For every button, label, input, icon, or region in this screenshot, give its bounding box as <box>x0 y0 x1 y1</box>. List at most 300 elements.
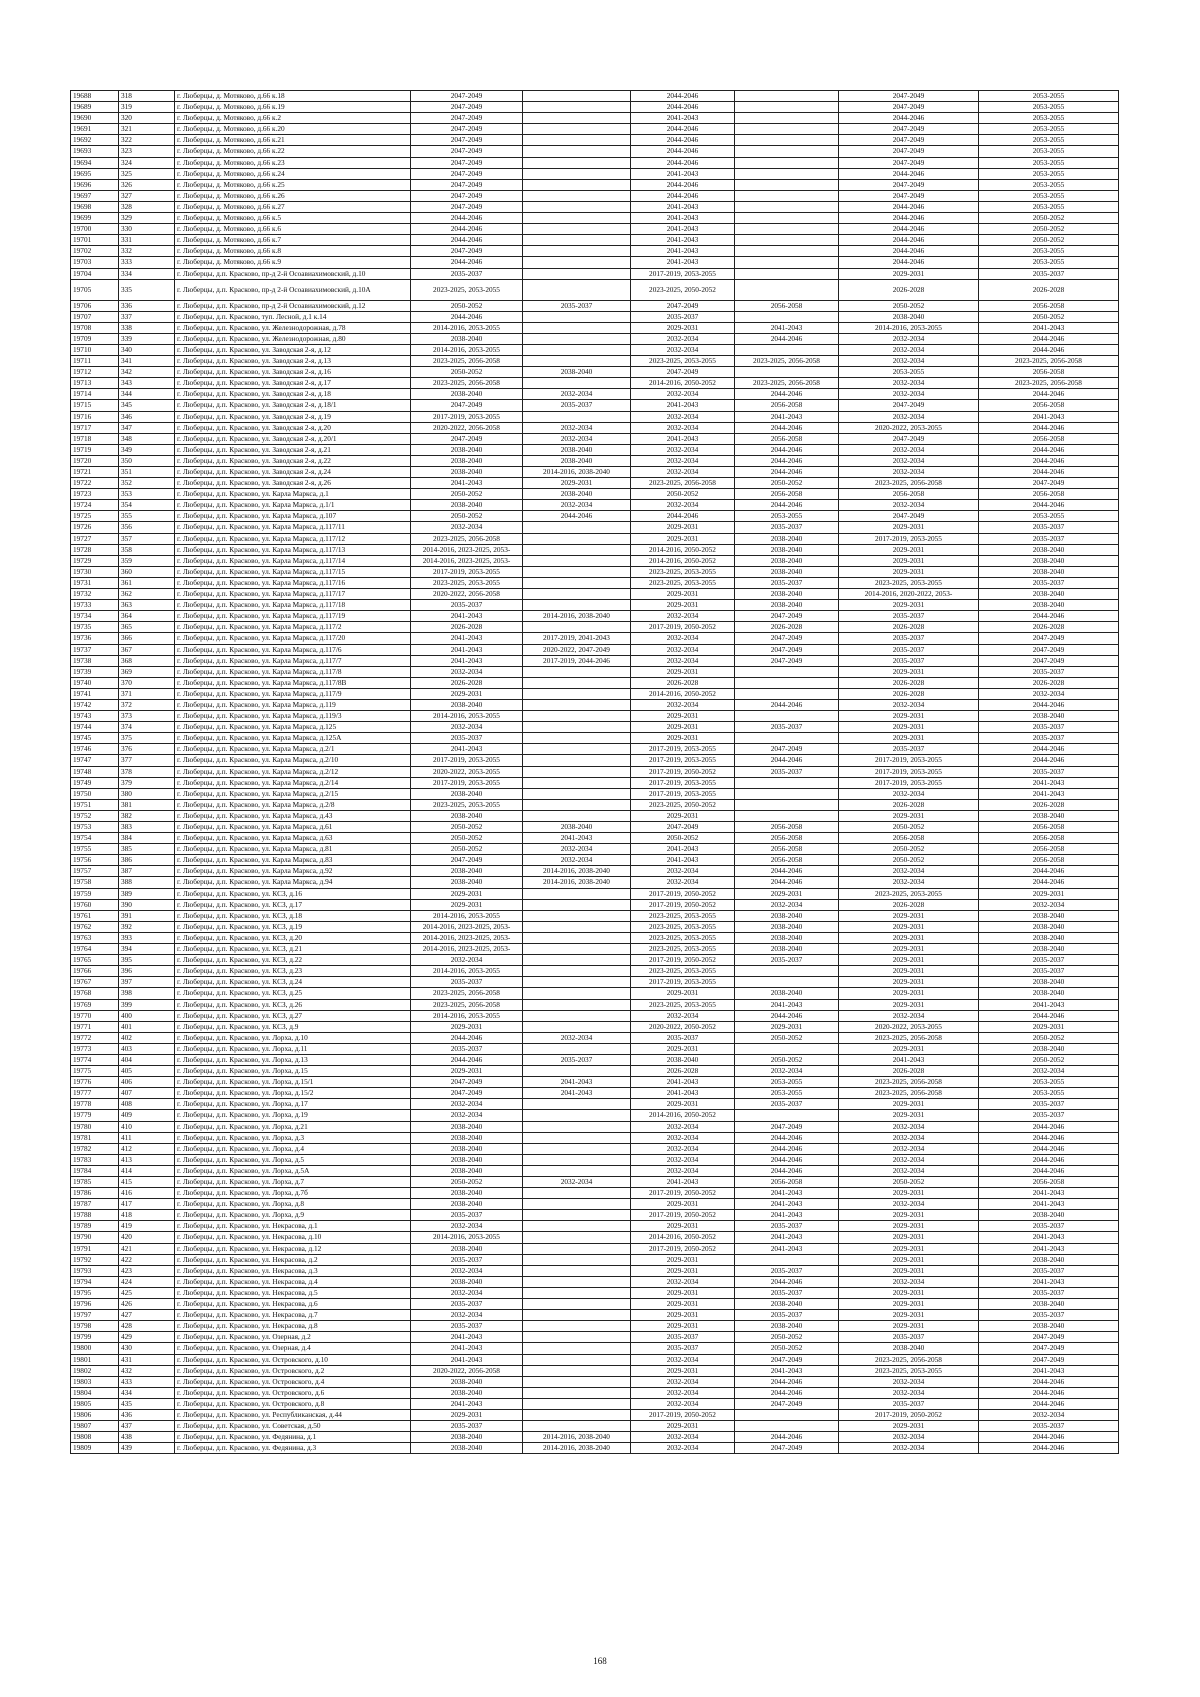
period-cell-5: 2044-2046 <box>839 168 979 179</box>
item-number-cell: 391 <box>119 910 175 921</box>
record-number-cell: 19733 <box>71 600 119 611</box>
period-cell-2 <box>523 135 631 146</box>
table-row <box>71 179 1119 190</box>
address-cell: г. Люберцы, д. Мотяково, д.66 к.8 <box>175 246 411 257</box>
address-cell: г. Люберцы, д.п. Красково, ул. Заводская 2-я, д.26 <box>175 478 411 489</box>
period-cell-2: 2032-2034 <box>523 1032 631 1043</box>
record-number-cell: 19707 <box>71 311 119 322</box>
period-cell-2 <box>523 1043 631 1054</box>
record-number-cell: 19721 <box>71 467 119 478</box>
period-cell-1: 2047-2049 <box>411 157 523 168</box>
period-cell-2 <box>523 1199 631 1210</box>
record-number-cell: 19708 <box>71 322 119 333</box>
period-cell-5: 2032-2034 <box>839 356 979 367</box>
record-number-cell: 19790 <box>71 1232 119 1243</box>
period-cell-1: 2032-2034 <box>411 1310 523 1321</box>
period-cell-2 <box>523 666 631 677</box>
period-cell-3: 2014-2016, 2050-2052 <box>631 378 735 389</box>
address-cell: г. Люберцы, д.п. Красково, ул. Лорха, д.19 <box>175 1110 411 1121</box>
period-cell-4: 2056-2058 <box>735 855 839 866</box>
period-cell-6: 2047-2049 <box>979 633 1119 644</box>
record-number-cell: 19802 <box>71 1365 119 1376</box>
period-cell-6: 2038-2040 <box>979 1043 1119 1054</box>
period-cell-2 <box>523 766 631 777</box>
period-cell-3: 2044-2046 <box>631 190 735 201</box>
period-cell-6: 2026-2028 <box>979 622 1119 633</box>
period-cell-4: 2032-2034 <box>735 899 839 910</box>
period-cell-3: 2029-2031 <box>631 722 735 733</box>
period-cell-5: 2050-2052 <box>839 300 979 311</box>
period-cell-4 <box>735 677 839 688</box>
period-cell-4: 2050-2052 <box>735 1032 839 1043</box>
period-cell-6: 2038-2040 <box>979 810 1119 821</box>
item-number-cell: 414 <box>119 1165 175 1176</box>
period-cell-6: 2026-2028 <box>979 677 1119 688</box>
period-cell-1: 2038-2040 <box>411 788 523 799</box>
period-cell-1: 2050-2052 <box>411 1177 523 1188</box>
period-cell-4 <box>735 279 839 300</box>
period-cell-2 <box>523 1021 631 1032</box>
table-row <box>71 224 1119 235</box>
period-cell-1: 2035-2037 <box>411 268 523 279</box>
period-cell-5: 2029-2031 <box>839 600 979 611</box>
period-cell-6: 2053-2055 <box>979 146 1119 157</box>
table-row <box>71 489 1119 500</box>
period-cell-2 <box>523 788 631 799</box>
table-row <box>71 589 1119 600</box>
period-cell-6: 2044-2046 <box>979 500 1119 511</box>
record-number-cell: 19768 <box>71 988 119 999</box>
period-cell-5: 2029-2031 <box>839 1321 979 1332</box>
table-row <box>71 932 1119 943</box>
period-cell-5: 2029-2031 <box>839 999 979 1010</box>
item-number-cell: 360 <box>119 566 175 577</box>
address-cell: г. Люберцы, д.п. Красково, ул. КСЗ, д.24 <box>175 977 411 988</box>
period-cell-3: 2029-2031 <box>631 1043 735 1054</box>
item-number-cell: 415 <box>119 1177 175 1188</box>
table-row <box>71 910 1119 921</box>
address-cell: г. Люберцы, д. Мотяково, д.66 к.18 <box>175 91 411 102</box>
period-cell-4: 2038-2040 <box>735 533 839 544</box>
record-number-cell: 19779 <box>71 1110 119 1121</box>
record-number-cell: 19804 <box>71 1387 119 1398</box>
period-cell-5: 2026-2028 <box>839 899 979 910</box>
period-cell-6: 2041-2043 <box>979 1232 1119 1243</box>
address-cell: г. Люберцы, д.п. Красково, ул. Лорха, д.5 <box>175 1154 411 1165</box>
period-cell-5: 2029-2031 <box>839 722 979 733</box>
period-cell-5: 2026-2028 <box>839 677 979 688</box>
period-cell-1: 2023-2025, 2056-2058 <box>411 999 523 1010</box>
period-cell-2: 2032-2034 <box>523 855 631 866</box>
period-cell-5: 2029-2031 <box>839 1043 979 1054</box>
item-number-cell: 397 <box>119 977 175 988</box>
record-number-cell: 19744 <box>71 722 119 733</box>
period-cell-3: 2029-2031 <box>631 322 735 333</box>
item-number-cell: 333 <box>119 257 175 268</box>
period-cell-6: 2053-2055 <box>979 190 1119 201</box>
period-cell-6: 2047-2049 <box>979 478 1119 489</box>
table-row <box>71 1177 1119 1188</box>
period-cell-1: 2047-2049 <box>411 246 523 257</box>
record-number-cell: 19807 <box>71 1421 119 1432</box>
period-cell-1: 2014-2016, 2053-2055 <box>411 1010 523 1021</box>
period-cell-2: 2032-2034 <box>523 422 631 433</box>
period-cell-6: 2041-2043 <box>979 1276 1119 1287</box>
period-cell-5: 2029-2031 <box>839 1421 979 1432</box>
period-cell-6: 2053-2055 <box>979 124 1119 135</box>
item-number-cell: 332 <box>119 246 175 257</box>
period-cell-1: 2035-2037 <box>411 1299 523 1310</box>
table-row <box>71 1099 1119 1110</box>
period-cell-1: 2038-2040 <box>411 699 523 710</box>
period-cell-6: 2038-2040 <box>979 600 1119 611</box>
record-number-cell: 19736 <box>71 633 119 644</box>
period-cell-6: 2044-2046 <box>979 1010 1119 1021</box>
period-cell-4: 2038-2040 <box>735 544 839 555</box>
period-cell-3: 2032-2034 <box>631 467 735 478</box>
period-cell-4: 2035-2037 <box>735 766 839 777</box>
period-cell-3: 2029-2031 <box>631 810 735 821</box>
item-number-cell: 379 <box>119 777 175 788</box>
period-cell-4: 2056-2058 <box>735 833 839 844</box>
period-cell-5: 2029-2031 <box>839 955 979 966</box>
period-cell-2: 2035-2037 <box>523 1054 631 1065</box>
record-number-cell: 19782 <box>71 1143 119 1154</box>
period-cell-4: 2047-2049 <box>735 1354 839 1365</box>
period-cell-6: 2044-2046 <box>979 467 1119 478</box>
period-cell-6: 2050-2052 <box>979 224 1119 235</box>
period-cell-4 <box>735 810 839 821</box>
record-number-cell: 19762 <box>71 921 119 932</box>
period-cell-3: 2032-2034 <box>631 611 735 622</box>
item-number-cell: 405 <box>119 1066 175 1077</box>
address-cell: г. Люберцы, д. Мотяково, д.66 к.19 <box>175 102 411 113</box>
period-cell-4: 2044-2046 <box>735 389 839 400</box>
table-row <box>71 988 1119 999</box>
period-cell-3: 2041-2043 <box>631 433 735 444</box>
period-cell-2 <box>523 966 631 977</box>
period-cell-3: 2032-2034 <box>631 877 735 888</box>
period-cell-3: 2041-2043 <box>631 246 735 257</box>
period-cell-5: 2038-2040 <box>839 311 979 322</box>
period-cell-2 <box>523 213 631 224</box>
period-cell-1: 2047-2049 <box>411 146 523 157</box>
address-cell: г. Люберцы, д.п. Красково, ул. Карла Маркса, д.63 <box>175 833 411 844</box>
address-cell: г. Люберцы, д. Мотяково, д.66 к.7 <box>175 235 411 246</box>
item-number-cell: 388 <box>119 877 175 888</box>
period-cell-3: 2032-2034 <box>631 1354 735 1365</box>
period-cell-4 <box>735 201 839 212</box>
period-cell-3: 2032-2034 <box>631 344 735 355</box>
address-cell: г. Люберцы, д.п. Красково, ул. Республиканская, д.44 <box>175 1409 411 1420</box>
period-cell-4 <box>735 1421 839 1432</box>
record-number-cell: 19699 <box>71 213 119 224</box>
period-cell-5: 2047-2049 <box>839 102 979 113</box>
item-number-cell: 412 <box>119 1143 175 1154</box>
period-cell-1: 2044-2046 <box>411 257 523 268</box>
period-cell-2: 2017-2019, 2044-2046 <box>523 655 631 666</box>
address-cell: г. Люберцы, д.п. Красково, ул. Карла Маркса, д.61 <box>175 822 411 833</box>
period-cell-3: 2026-2028 <box>631 1066 735 1077</box>
table-row <box>71 544 1119 555</box>
period-cell-3: 2032-2034 <box>631 1387 735 1398</box>
address-cell: г. Люберцы, д. Мотяково, д.66 к.23 <box>175 157 411 168</box>
record-number-cell: 19715 <box>71 400 119 411</box>
period-cell-5: 2032-2034 <box>839 866 979 877</box>
table-row <box>71 1343 1119 1354</box>
period-cell-5: 2029-2031 <box>839 977 979 988</box>
period-cell-2 <box>523 566 631 577</box>
period-cell-3: 2023-2025, 2053-2055 <box>631 999 735 1010</box>
period-cell-1: 2038-2040 <box>411 467 523 478</box>
period-cell-1: 2032-2034 <box>411 722 523 733</box>
item-number-cell: 418 <box>119 1210 175 1221</box>
record-number-cell: 19780 <box>71 1121 119 1132</box>
record-number-cell: 19757 <box>71 866 119 877</box>
period-cell-1: 2038-2040 <box>411 1143 523 1154</box>
address-cell: г. Люберцы, д.п. Красково, ул. Лорха, д.21 <box>175 1121 411 1132</box>
period-cell-1: 2035-2037 <box>411 1210 523 1221</box>
period-cell-3: 2023-2025, 2050-2052 <box>631 279 735 300</box>
period-cell-1: 2038-2040 <box>411 1188 523 1199</box>
item-number-cell: 354 <box>119 500 175 511</box>
period-cell-5: 2017-2019, 2050-2052 <box>839 1409 979 1420</box>
period-cell-4: 2041-2043 <box>735 1188 839 1199</box>
period-cell-1: 2020-2022, 2056-2058 <box>411 589 523 600</box>
table-row <box>71 777 1119 788</box>
table-row <box>71 899 1119 910</box>
period-cell-4: 2035-2037 <box>735 1221 839 1232</box>
period-cell-2 <box>523 600 631 611</box>
period-cell-3: 2032-2034 <box>631 655 735 666</box>
period-cell-4 <box>735 179 839 190</box>
table-row <box>71 411 1119 422</box>
period-cell-5: 2029-2031 <box>839 810 979 821</box>
record-number-cell: 19792 <box>71 1254 119 1265</box>
period-cell-6: 2044-2046 <box>979 1143 1119 1154</box>
address-cell: г. Люберцы, д.п. Красково, ул. Лорха, д.15/2 <box>175 1088 411 1099</box>
period-cell-6: 2032-2034 <box>979 688 1119 699</box>
item-number-cell: 347 <box>119 422 175 433</box>
period-cell-6: 2047-2049 <box>979 1354 1119 1365</box>
period-cell-3: 2029-2031 <box>631 589 735 600</box>
period-cell-2 <box>523 1243 631 1254</box>
period-cell-5: 2053-2055 <box>839 367 979 378</box>
item-number-cell: 387 <box>119 866 175 877</box>
period-cell-3: 2032-2034 <box>631 1376 735 1387</box>
table-row <box>71 655 1119 666</box>
period-cell-5: 2041-2043 <box>839 1054 979 1065</box>
period-cell-1: 2029-2031 <box>411 888 523 899</box>
period-cell-5: 2029-2031 <box>839 1188 979 1199</box>
address-cell: г. Люберцы, д. Мотяково, д.66 к.21 <box>175 135 411 146</box>
period-cell-2: 2032-2034 <box>523 500 631 511</box>
period-cell-1: 2047-2049 <box>411 102 523 113</box>
address-cell: г. Люберцы, д.п. Красково, ул. Карла Маркса, д.119/3 <box>175 711 411 722</box>
period-cell-3: 2041-2043 <box>631 844 735 855</box>
period-cell-2: 2032-2034 <box>523 1177 631 1188</box>
period-cell-3: 2023-2025, 2053-2055 <box>631 944 735 955</box>
period-cell-4: 2056-2058 <box>735 489 839 500</box>
record-number-cell: 19799 <box>71 1332 119 1343</box>
item-number-cell: 439 <box>119 1443 175 1454</box>
period-cell-6: 2044-2046 <box>979 611 1119 622</box>
record-number-cell: 19693 <box>71 146 119 157</box>
period-cell-4: 2044-2046 <box>735 1143 839 1154</box>
period-cell-3: 2023-2025, 2053-2055 <box>631 966 735 977</box>
period-cell-3: 2035-2037 <box>631 311 735 322</box>
period-cell-1: 2038-2040 <box>411 1376 523 1387</box>
period-cell-3: 2014-2016, 2050-2052 <box>631 555 735 566</box>
record-number-cell: 19747 <box>71 755 119 766</box>
period-cell-1: 2050-2052 <box>411 822 523 833</box>
period-cell-1: 2026-2028 <box>411 677 523 688</box>
period-cell-6: 2050-2052 <box>979 1054 1119 1065</box>
item-number-cell: 390 <box>119 899 175 910</box>
period-cell-4: 2041-2043 <box>735 411 839 422</box>
period-cell-3: 2032-2034 <box>631 1121 735 1132</box>
period-cell-6: 2044-2046 <box>979 699 1119 710</box>
item-number-cell: 329 <box>119 213 175 224</box>
period-cell-6: 2056-2058 <box>979 400 1119 411</box>
period-cell-1: 2038-2040 <box>411 1243 523 1254</box>
table-row <box>71 444 1119 455</box>
address-cell: г. Люберцы, д.п. Красково, ул. Лорха, д.3 <box>175 1132 411 1143</box>
period-cell-5: 2032-2034 <box>839 1143 979 1154</box>
table-row <box>71 888 1119 899</box>
table-row <box>71 1032 1119 1043</box>
period-cell-4 <box>735 157 839 168</box>
period-cell-2 <box>523 124 631 135</box>
item-number-cell: 321 <box>119 124 175 135</box>
period-cell-3: 2029-2031 <box>631 1310 735 1321</box>
period-cell-1: 2038-2040 <box>411 500 523 511</box>
period-cell-4: 2050-2052 <box>735 478 839 489</box>
period-cell-6: 2047-2049 <box>979 655 1119 666</box>
period-cell-3: 2032-2034 <box>631 1132 735 1143</box>
period-cell-4: 2047-2049 <box>735 1443 839 1454</box>
period-cell-5: 2047-2049 <box>839 190 979 201</box>
item-number-cell: 336 <box>119 300 175 311</box>
period-cell-6: 2053-2055 <box>979 113 1119 124</box>
period-cell-5: 2044-2046 <box>839 235 979 246</box>
period-cell-6: 2035-2037 <box>979 577 1119 588</box>
period-cell-2 <box>523 522 631 533</box>
item-number-cell: 363 <box>119 600 175 611</box>
period-cell-5: 2032-2034 <box>839 444 979 455</box>
address-cell: г. Люберцы, д.п. Красково, ул. Заводская 2-я, д.20 <box>175 422 411 433</box>
period-cell-4: 2053-2055 <box>735 1088 839 1099</box>
table-row <box>71 146 1119 157</box>
period-cell-3: 2041-2043 <box>631 855 735 866</box>
address-cell: г. Люберцы, д.п. Красково, ул. Карла Маркса, д.125А <box>175 733 411 744</box>
period-cell-2 <box>523 322 631 333</box>
address-cell: г. Люберцы, д. Мотяково, д.66 к.9 <box>175 257 411 268</box>
item-number-cell: 386 <box>119 855 175 866</box>
table-row <box>71 1010 1119 1021</box>
period-cell-6: 2044-2046 <box>979 333 1119 344</box>
period-cell-6: 2038-2040 <box>979 944 1119 955</box>
period-cell-4: 2044-2046 <box>735 422 839 433</box>
period-cell-2 <box>523 888 631 899</box>
period-cell-4: 2056-2058 <box>735 300 839 311</box>
period-cell-2 <box>523 699 631 710</box>
period-cell-3: 2029-2031 <box>631 733 735 744</box>
period-cell-5: 2035-2037 <box>839 1398 979 1409</box>
period-cell-4: 2050-2052 <box>735 1343 839 1354</box>
period-cell-3: 2023-2025, 2053-2055 <box>631 932 735 943</box>
table-row <box>71 844 1119 855</box>
table-row <box>71 356 1119 367</box>
period-cell-1: 2041-2043 <box>411 633 523 644</box>
table-row <box>71 91 1119 102</box>
address-cell: г. Люберцы, д. Мотяково, д.66 к.22 <box>175 146 411 157</box>
period-cell-6: 2038-2040 <box>979 932 1119 943</box>
table-row <box>71 1199 1119 1210</box>
item-number-cell: 323 <box>119 146 175 157</box>
period-cell-4: 2041-2043 <box>735 1199 839 1210</box>
table-row <box>71 124 1119 135</box>
record-number-cell: 19718 <box>71 433 119 444</box>
period-cell-6: 2035-2037 <box>979 522 1119 533</box>
period-cell-2: 2020-2022, 2047-2049 <box>523 644 631 655</box>
item-number-cell: 395 <box>119 955 175 966</box>
period-cell-6: 2032-2034 <box>979 899 1119 910</box>
record-number-cell: 19760 <box>71 899 119 910</box>
period-cell-4 <box>735 711 839 722</box>
table-row <box>71 1299 1119 1310</box>
table-row <box>71 467 1119 478</box>
period-cell-1: 2023-2025, 2053-2055 <box>411 279 523 300</box>
address-cell: г. Люберцы, д.п. Красково, ул. Карла Маркса, д.2/14 <box>175 777 411 788</box>
period-cell-1: 2038-2040 <box>411 333 523 344</box>
period-cell-1: 2014-2016, 2023-2025, 2053- <box>411 544 523 555</box>
period-cell-5: 2029-2031 <box>839 544 979 555</box>
period-cell-4 <box>735 311 839 322</box>
item-number-cell: 385 <box>119 844 175 855</box>
address-cell: г. Люберцы, д.п. Красково, ул. КСЗ, д.9 <box>175 1021 411 1032</box>
table-row <box>71 279 1119 300</box>
table-row <box>71 1088 1119 1099</box>
period-cell-6: 2038-2040 <box>979 1321 1119 1332</box>
address-cell: г. Люберцы, д. Мотяково, д.66 к.2 <box>175 113 411 124</box>
period-cell-2 <box>523 257 631 268</box>
period-cell-6: 2035-2037 <box>979 966 1119 977</box>
period-cell-6: 2038-2040 <box>979 1210 1119 1221</box>
period-cell-3: 2044-2046 <box>631 135 735 146</box>
period-cell-4: 2047-2049 <box>735 655 839 666</box>
period-cell-4 <box>735 124 839 135</box>
period-cell-3: 2017-2019, 2050-2052 <box>631 1188 735 1199</box>
period-cell-2 <box>523 411 631 422</box>
item-number-cell: 419 <box>119 1221 175 1232</box>
item-number-cell: 413 <box>119 1154 175 1165</box>
period-cell-2: 2038-2040 <box>523 489 631 500</box>
period-cell-5: 2017-2019, 2053-2055 <box>839 533 979 544</box>
period-cell-1: 2041-2043 <box>411 1343 523 1354</box>
period-cell-4: 2044-2046 <box>735 866 839 877</box>
period-cell-2 <box>523 311 631 322</box>
address-cell: г. Люберцы, д.п. Красково, ул. Карла Маркса, д.117/16 <box>175 577 411 588</box>
period-cell-2 <box>523 1343 631 1354</box>
period-cell-6: 2029-2031 <box>979 888 1119 899</box>
period-cell-6: 2044-2046 <box>979 344 1119 355</box>
address-cell: г. Люберцы, д.п. Красково, ул. Озерная, д.4 <box>175 1343 411 1354</box>
period-cell-5: 2029-2031 <box>839 966 979 977</box>
period-cell-5: 2035-2037 <box>839 655 979 666</box>
period-cell-5: 2032-2034 <box>839 1165 979 1176</box>
period-cell-2 <box>523 1387 631 1398</box>
